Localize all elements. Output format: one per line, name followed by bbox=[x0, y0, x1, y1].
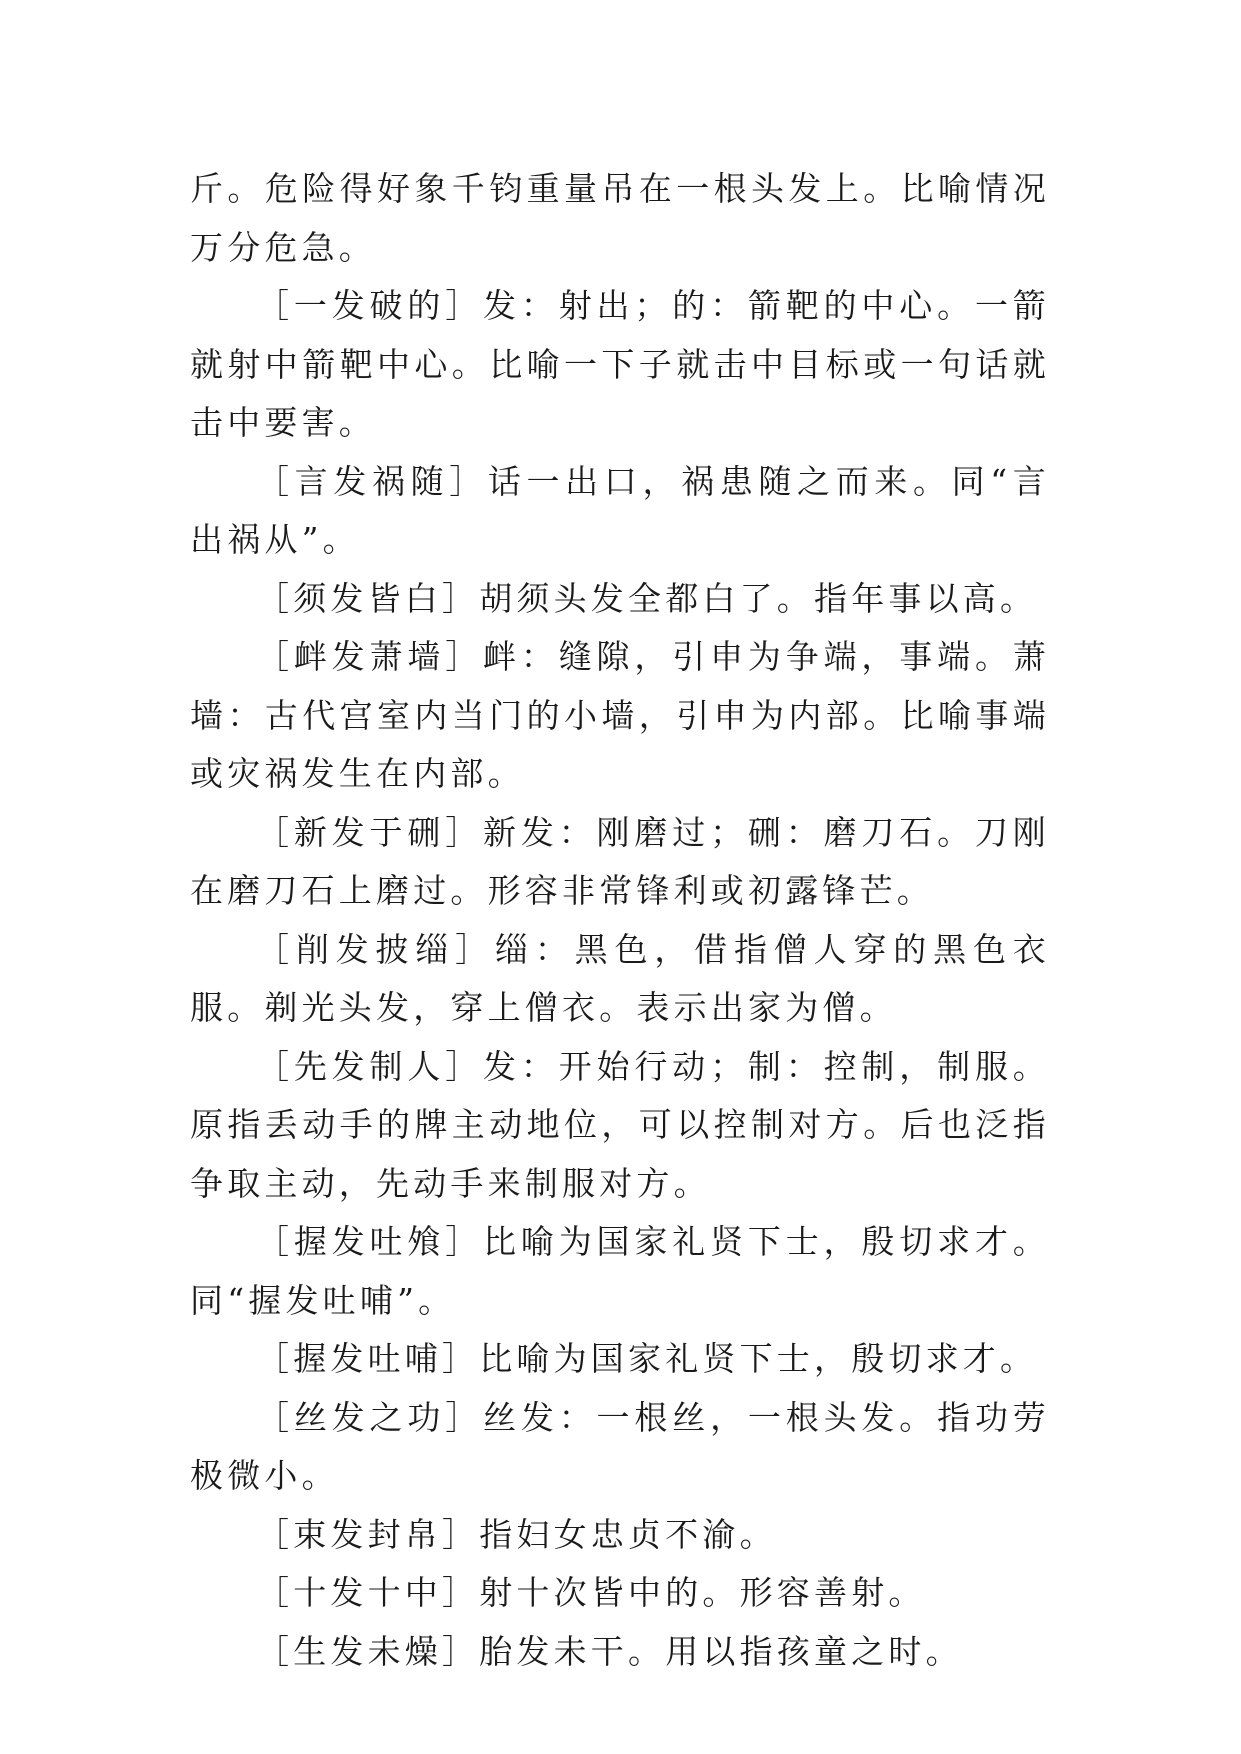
entry-shi-fa-shi-zhong: ［十发十中］射十次皆中的。形容善射。 bbox=[256, 1573, 926, 1612]
entry-xu-fa-jie-bai: ［须发皆白］胡须头发全都白了。指年事以高。 bbox=[256, 578, 1038, 618]
entry-wo-fa-tu-sun: ［握发吐飧］比喻为国家礼贤下士，殷切求才。同“握发吐哺”。 bbox=[190, 1222, 1050, 1320]
entry-yi-fa-po-di: ［一发破的］发：射出；的：箭靶的中心。一箭就射中箭靶中心。比喻一下子就击中目标或一句话就击中要害。 bbox=[190, 286, 1050, 442]
entry-xue-fa-pi-zi: ［削发披缁］缁：黑色，借指僧人穿的黑色衣服。剃光头发，穿上僧衣。表示出家为僧。 bbox=[190, 929, 1050, 1027]
entry-si-fa-zhi-gong: ［丝发之功］丝发：一根丝，一根头发。指功劳极微小。 bbox=[190, 1397, 1050, 1495]
entry-sheng-fa-wei-zao: ［生发未燥］胎发未干。用以指孩童之时。 bbox=[256, 1631, 963, 1671]
document-page bbox=[190, 160, 1050, 1681]
entry-yan-fa-huo-sui: ［言发祸随］话一出口，祸患随之而来。同“言出祸从”。 bbox=[190, 461, 1050, 559]
entry-wo-fa-tu-bu: ［握发吐哺］比喻为国家礼贤下士，殷切求才。 bbox=[256, 1339, 1038, 1378]
entry-xian-fa-zhi-ren: ［先发制人］发：开始行动；制：控制，制服。原指丢动手的牌主动地位，可以控制对方。后也泛指争取主动，先动手来制服对方。 bbox=[190, 1046, 1050, 1203]
entry-xin-fa-yu-xing: ［新发于硎］新发：刚磨过；硎：磨刀石。刀刚在磨刀石上磨过。形容非常锋利或初露锋芒。 bbox=[190, 812, 1050, 910]
entry-xin-fa-xiao-qiang: ［衅发萧墙］衅：缝隙，引申为争端，事端。萧墙：古代宫室内当门的小墙，引申为内部。比喻事端或灾祸发生在内部。 bbox=[190, 637, 1050, 793]
paragraph-continued: 斤。危险得好象千钧重量吊在一根头发上。比喻情况万分危急。 bbox=[190, 169, 1050, 267]
entry-shu-fa-feng-bo: ［束发封帛］指妇女忠贞不渝。 bbox=[256, 1514, 777, 1554]
